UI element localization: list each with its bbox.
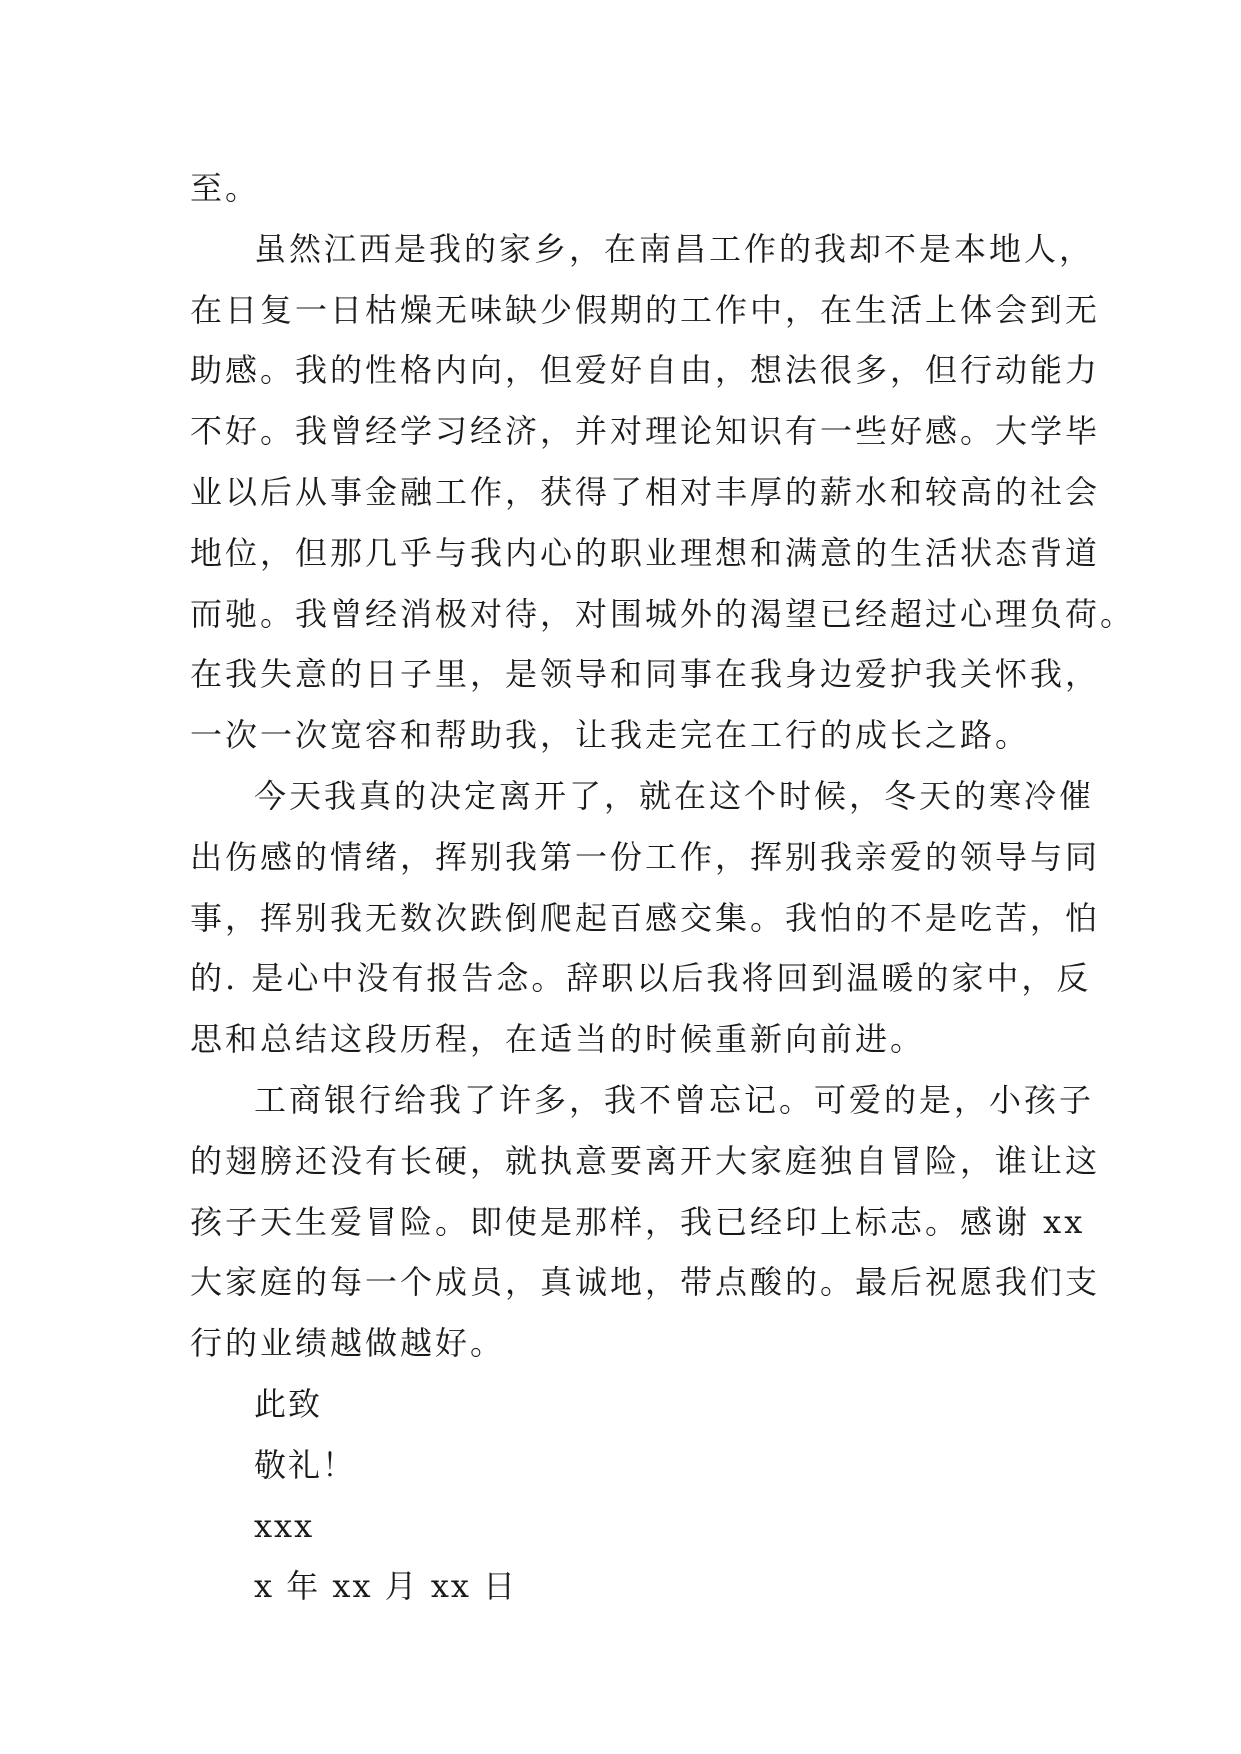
body-line: 一次一次宽容和帮助我，让我走完在工行的成长之路。	[190, 716, 1031, 755]
body-line: 助感。我的性格内向，但爱好自由，想法很多，但行动能力	[190, 351, 1101, 390]
body-line: 行的业绩越做越好。	[190, 1324, 506, 1363]
body-line: 不好。我曾经学习经济，并对理论知识有一些好感。大学毕	[190, 412, 1101, 451]
body-line: 在我失意的日子里，是领导和同事在我身边爱护我关怀我，	[190, 655, 1101, 694]
closing-salutation: 此致	[254, 1384, 323, 1423]
body-line: 出伤感的情绪，挥别我第一份工作，挥别我亲爱的领导与同	[190, 837, 1101, 876]
body-line: 而驰。我曾经消极对待，对围城外的渴望已经超过心理负荷。	[190, 594, 1136, 633]
body-line: 虽然江西是我的家乡，在南昌工作的我却不是本地人，	[254, 229, 1095, 268]
body-line: 地位，但那几乎与我内心的职业理想和满意的生活状态背道	[190, 533, 1101, 572]
body-line: 的翅膀还没有长硬，就执意要离开大家庭独自冒险，谁让这	[190, 1141, 1101, 1180]
signature-name: xxx	[254, 1506, 315, 1545]
closing-regards: 敬礼！	[254, 1445, 357, 1484]
body-line: 工商银行给我了许多，我不曾忘记。可爱的是，小孩子	[254, 1080, 1095, 1119]
body-line: 思和总结这段历程，在适当的时候重新向前进。	[190, 1020, 926, 1059]
body-line: 大家庭的每一个成员，真诚地，带点酸的。最后祝愿我们支	[190, 1263, 1101, 1302]
body-line: 至。	[190, 169, 261, 207]
body-line: 事，挥别我无数次跌倒爬起百感交集。我怕的不是吃苦，怕	[190, 898, 1101, 937]
body-line: 业以后从事金融工作，获得了相对丰厚的薪水和较高的社会	[190, 472, 1101, 511]
body-line: 今天我真的决定离开了，就在这个时候，冬天的寒冷催	[254, 776, 1095, 815]
signature-date: x 年 xx 月 xx 日	[254, 1567, 518, 1606]
letter-body	[190, 158, 1136, 1617]
body-line: 在日复一日枯燥无味缺少假期的工作中，在生活上体会到无	[190, 290, 1101, 329]
body-line: 的. 是心中没有报告念。辞职以后我将回到温暖的家中，反	[190, 959, 1092, 998]
body-line: 孩子天生爱冒险。即使是那样，我已经印上标志。感谢 xx	[190, 1202, 1086, 1241]
